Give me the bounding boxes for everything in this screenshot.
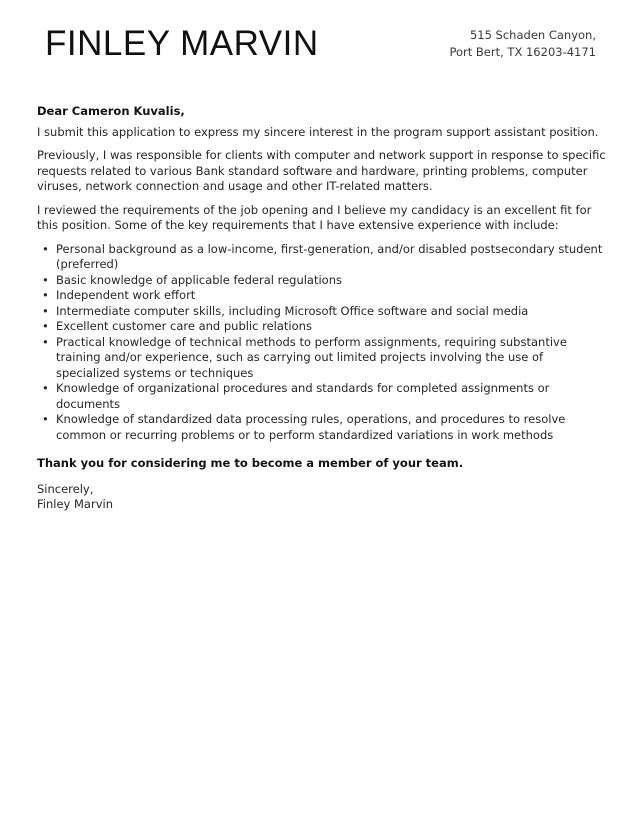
signature-name: Finley Marvin [37,497,113,511]
closing-statement: Thank you for considering me to become a member of your team. [37,456,464,470]
requirements-list [37,242,607,444]
list-item: • Basic knowledge of applicable federal regulations [37,273,607,289]
salutation: Dear Cameron Kuvalis, [37,104,185,118]
intro-paragraph: I submit this application to express my sincere interest in the program support assistant position. [37,124,599,139]
letter-body [37,104,607,513]
applicant-address [449,27,596,61]
address-line-1: 515 Schaden Canyon, [469,28,596,42]
address-line-2: Port Bert, TX 16203-4171 [449,45,596,59]
signoff: Sincerely, [37,481,94,496]
experience-paragraph: Previously, I was responsible for clients with computer and network support in response to specific requests related to various Bank standard software and hardware, printing problems, computer viruses, network connection and usage and other IT-related matters. [37,148,606,193]
list-item: • Practical knowledge of technical methods to perform assignments, requiring substantive training and/or experience, such as carrying out limited projects involving the use of specialized systems or techniques [37,335,607,382]
applicant-name: FINLEY MARVIN [45,24,319,63]
list-item: • Excellent customer care and public relations [37,319,607,335]
list-item: • Intermediate computer skills, including Microsoft Office software and social media [37,304,607,320]
requirements-intro-paragraph: I reviewed the requirements of the job opening and I believe my candidacy is an excellent fit for this position. Some of the key requirements that I have extensive experience with include: [37,202,592,232]
list-item: • Knowledge of organizational procedures and standards for completed assignments or documents [37,381,607,412]
list-item: • Knowledge of standardized data processing rules, operations, and procedures to resolve common or recurring problems or to perform standardized variations in work methods [37,412,607,443]
list-item: • Independent work effort [37,288,607,304]
list-item: • Personal background as a low-income, first-generation, and/or disabled postsecondary student (preferred) [37,242,607,273]
